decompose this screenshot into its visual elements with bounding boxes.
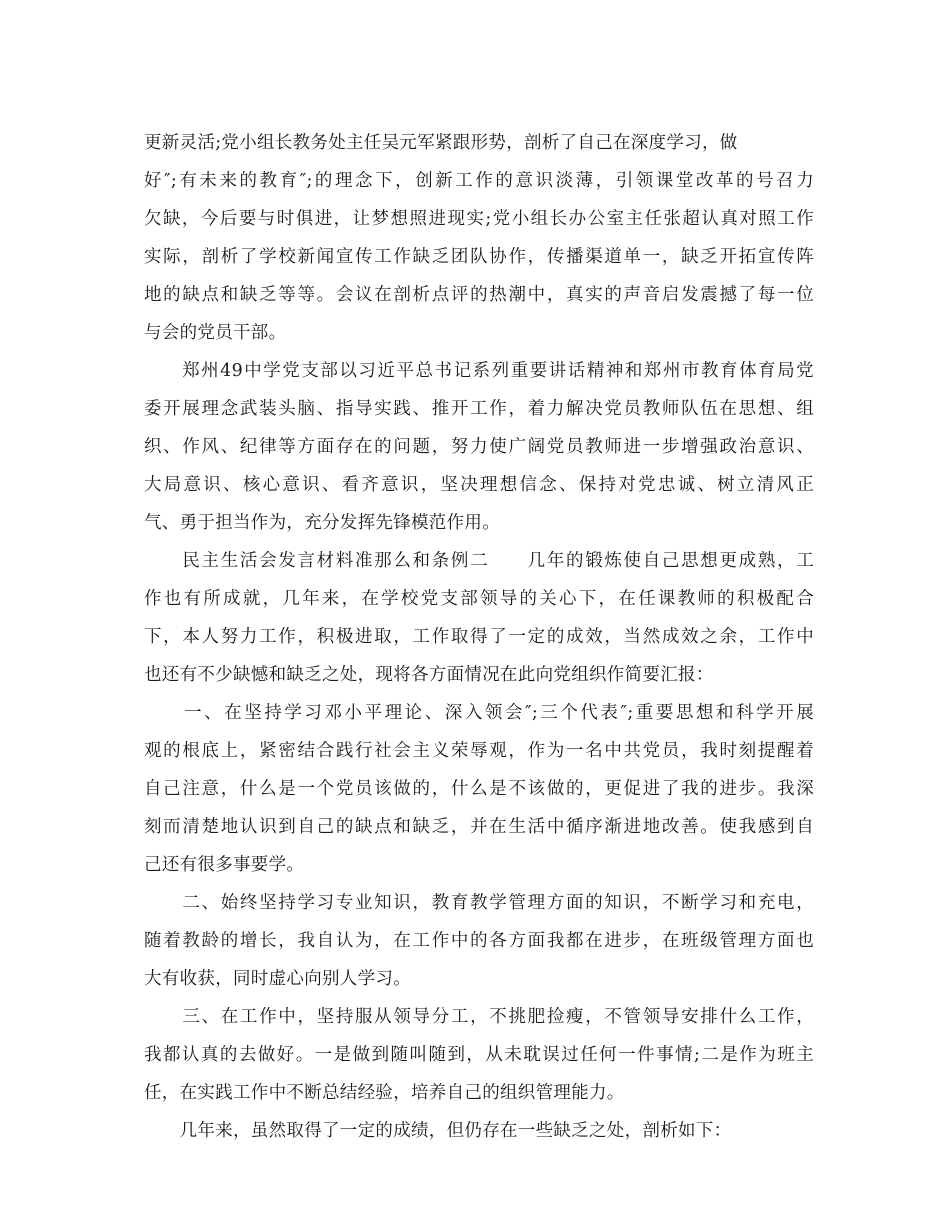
text-line: 几年来，虽然取得了一定的成绩，但仍存在一些缺乏之处，剖析如下：	[144, 1121, 732, 1141]
paragraph	[144, 884, 814, 998]
text-line: 与会的党员干部。	[144, 323, 287, 343]
paragraph	[144, 1112, 814, 1150]
text-line: 二、始终坚持学习专业知识，教育教学管理方面的知识，不断学习和充电，	[144, 893, 814, 913]
text-line: 郑州49中学党支部以习近平总书记系列重要讲话精神和郑州市教育体育局党	[144, 361, 814, 381]
text-line: 我都认真的去做好。一是做到随叫随到，从未耽误过任何一件事情;二是作为班主	[144, 1045, 814, 1065]
text-line: 大局意识、核心意识、看齐意识，坚决理想信念、保持对党忠诚、树立清风正	[144, 475, 814, 495]
text-line: 民主生活会发言材料准那么和条例二 几年的锻炼使自己思想更成熟，工	[144, 551, 814, 571]
text-line: 织、作风、纪律等方面存在的问题，努力使广阔党员教师进一步增强政治意识、	[144, 437, 814, 457]
paragraph	[144, 998, 814, 1112]
text-line: 好″;有未来的教育″;的理念下，创新工作的意识淡薄，引领课堂改革的号召力	[144, 171, 814, 191]
paragraph	[144, 542, 814, 694]
text-line: 实际，剖析了学校新闻宣传工作缺乏团队协作，传播渠道单一，缺乏开拓宣传阵	[144, 247, 814, 267]
text-line: 观的根底上，紧密结合践行社会主义荣辱观，作为一名中共党员，我时刻提醒着	[144, 741, 814, 761]
text-line: 自己注意，什么是一个党员该做的，什么是不该做的，更促进了我的进步。我深	[144, 779, 814, 799]
paragraph	[144, 352, 814, 542]
paragraph	[144, 124, 814, 352]
text-line: 地的缺点和缺乏等等。会议在剖析点评的热潮中，真实的声音启发震撼了每一位	[144, 285, 814, 305]
text-line: 随着教龄的增长，我自认为，在工作中的各方面我都在进步，在班级管理方面也	[144, 931, 814, 951]
paragraph	[144, 694, 814, 884]
text-line: 一、在坚持学习邓小平理论、深入领会″;三个代表″;重要思想和科学开展	[144, 703, 814, 723]
text-line: 也还有不少缺憾和缺乏之处，现将各方面情况在此向党组织作简要汇报：	[144, 665, 714, 685]
text-line: 任，在实践工作中不断总结经验，培养自己的组织管理能力。	[144, 1083, 625, 1103]
text-line: 大有收获，同时虚心向别人学习。	[144, 969, 411, 989]
text-line: 下，本人努力工作，积极进取，工作取得了一定的成效，当然成效之余，工作中	[144, 627, 814, 647]
text-line: 三、在工作中，坚持服从领导分工，不挑肥捡瘦，不管领导安排什么工作，	[144, 1007, 814, 1027]
text-line: 作也有所成就，几年来，在学校党支部领导的关心下，在任课教师的积极配合	[144, 589, 814, 609]
text-line: 己还有很多事要学。	[144, 855, 305, 875]
text-line: 刻而清楚地认识到自己的缺点和缺乏，并在生活中循序渐进地改善。使我感到自	[144, 817, 814, 837]
text-line: 更新灵活;党小组长教务处主任吴元军紧跟形势，剖析了自己在深度学习，做	[144, 133, 738, 153]
text-line: 委开展理念武装头脑、指导实践、推开工作，着力解决党员教师队伍在思想、组	[144, 399, 814, 419]
text-line: 欠缺，今后要与时俱进，让梦想照进现实;党小组长办公室主任张超认真对照工作	[144, 209, 814, 229]
text-line: 气、勇于担当作为，充分发挥先锋模范作用。	[144, 513, 500, 533]
document-body	[144, 124, 814, 1150]
